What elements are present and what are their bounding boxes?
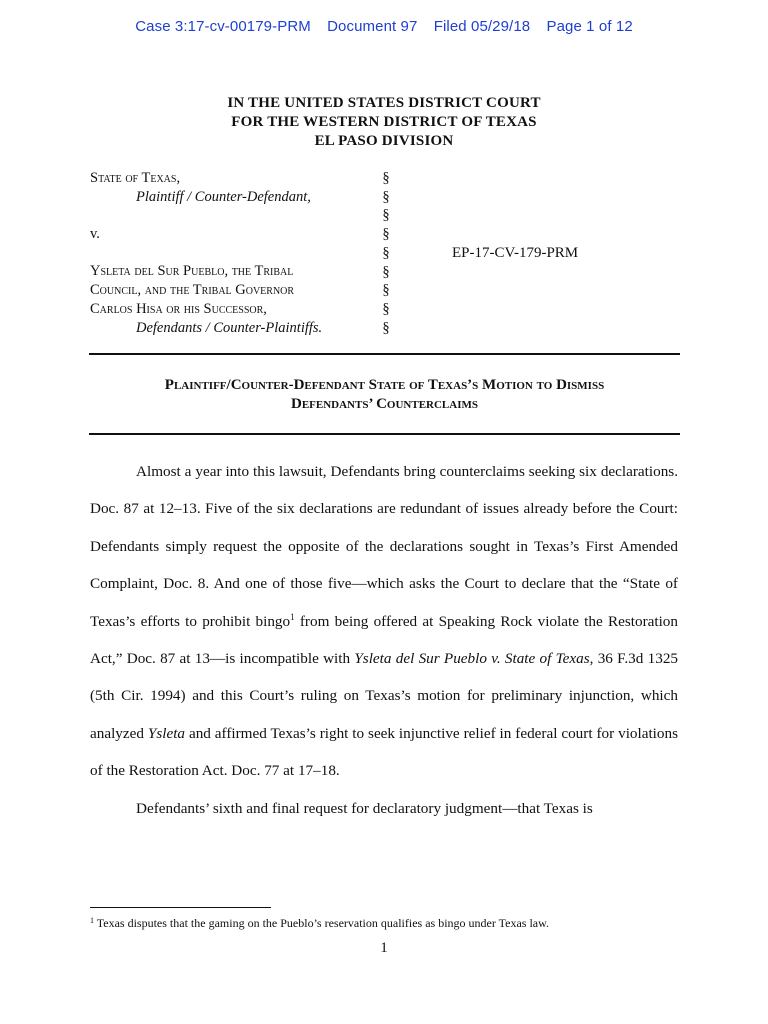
plaintiff-name: State of Texas, [90, 170, 181, 186]
section-mark: § [382, 188, 390, 205]
section-mark: § [382, 282, 390, 299]
section-mark: § [382, 244, 390, 261]
defendant-role: Defendants / Counter-Plaintiffs. [136, 319, 323, 336]
body-text: Almost a year into this lawsuit, Defendants bring counterclaims seeking six declarations. Doc. 87 at 12–13. Five of the six declarations are redundant of issues already before the Court: Defendants simply request the opposite of the declarations sought in Texas’s First Amended Complaint, Doc. 8. And one of those five—which asks the Court to declare that the “State of Texas’s efforts to prohibit bingo [90, 463, 678, 630]
section-mark: § [382, 207, 390, 224]
section-mark: § [382, 300, 390, 317]
defendant-line-3: Carlos Hisa or his Successor, [90, 300, 267, 317]
footnote-reference: 1 [290, 611, 295, 622]
ecf-filed-date: Filed 05/29/18 [433, 18, 531, 35]
versus: v. [90, 226, 100, 243]
case-citation: Ysleta del Sur Pueblo v. State of Texas [354, 650, 590, 668]
body-text: and affirmed Texas’s right to seek injunctive relief in federal court for violations of the Restoration Act. Doc. 77 at 17–18. [90, 724, 679, 780]
section-mark: § [382, 263, 390, 280]
court-line-1: IN THE UNITED STATES DISTRICT COURT [227, 95, 541, 111]
title-line-1: Plaintiff/Counter-Defendant State of Texas’s Motion to Dismiss [164, 377, 605, 393]
footnote-text: Texas disputes that the gaming on the Pueblo’s reservation qualifies as bingo under Texas law. [94, 916, 550, 930]
document-body [90, 453, 678, 827]
footnote-divider [90, 907, 271, 908]
case-short-citation: Ysleta [147, 724, 186, 742]
plaintiff-role: Plaintiff / Counter-Defendant, [136, 188, 311, 205]
body-paragraph-2: Defendants’ sixth and final request for declaratory judgment—that Texas is [136, 799, 593, 817]
ecf-case-number: Case 3:17-cv-00179-PRM [135, 18, 311, 35]
court-heading [0, 94, 768, 151]
caption-spacer [90, 244, 370, 263]
document-title [89, 376, 680, 414]
court-line-2: FOR THE WESTERN DISTRICT OF TEXAS [231, 114, 537, 130]
page-number: 1 [380, 940, 388, 956]
footnote-number: 1 [90, 916, 94, 925]
title-rule-bottom [89, 433, 680, 435]
caption-spacer [90, 206, 370, 225]
ecf-page-count: Page 1 of 12 [546, 18, 633, 35]
body-text: from being offered at Speaking Rock violate the Restoration Act,” Doc. 87 at 13—is incompatible with [90, 612, 678, 668]
case-number: EP-17-CV-179-PRM [452, 244, 579, 261]
court-line-3: EL PASO DIVISION [314, 133, 454, 149]
body-paragraph-1 [90, 453, 678, 790]
defendant-line-2: Council, and the Tribal Governor [90, 282, 295, 299]
section-mark-column [376, 169, 396, 337]
title-rule-top [89, 353, 680, 355]
ecf-header-stamp [0, 18, 768, 35]
caption-parties [90, 169, 370, 337]
section-mark: § [382, 170, 390, 186]
ecf-document-number: Document 97 [327, 18, 418, 35]
section-mark: § [382, 226, 390, 243]
defendant-line-1: Ysleta del Sur Pueblo, the Tribal [90, 263, 294, 280]
section-mark: § [382, 319, 390, 336]
body-text: , 36 F.3d 1325 (5th Cir. 1994) and this Court’s ruling on Texas’s motion for preliminary injunction, which analyzed [90, 650, 679, 742]
title-line-2: Defendants’ Counterclaims [291, 396, 478, 412]
footnote [90, 915, 690, 931]
